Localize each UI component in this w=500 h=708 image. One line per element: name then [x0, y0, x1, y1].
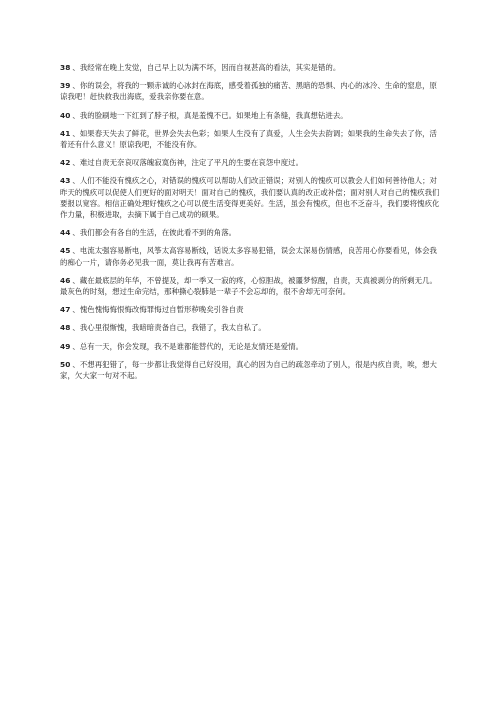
list-item — [60, 359, 440, 381]
list-item — [60, 175, 440, 220]
item-separator: 、 — [72, 128, 80, 138]
item-number: 46 — [60, 275, 71, 285]
list-item — [60, 128, 440, 150]
item-number: 43 — [60, 176, 71, 186]
item-text: 我经常在晚上发觉，自己早上以为满不坏，因而自视甚高的看法，其实是错的。 — [79, 63, 341, 72]
list-item — [60, 341, 440, 352]
item-separator: 、 — [72, 228, 80, 238]
item-text: 你的误会，将我的一颗赤诚的心冰封在海底，感受着孤独的痛苦、黑暗的恐惧、内心的冰冷、生命的窒息，原谅我吧！赶快救我出海底，爱我亲你要在意。 — [60, 81, 437, 102]
list-item — [60, 80, 440, 102]
item-text: 难过自责无奈哀叹落魄寂寞伤神，注定了平凡的生要在哀怨中度过。 — [79, 158, 304, 168]
item-separator: 、 — [72, 63, 80, 72]
item-text: 愧色愧悔悔恨悔改悔罪悔过自暂形秽晚矣引咎自责 — [79, 305, 244, 315]
item-separator: 、 — [72, 110, 80, 120]
item-text: 总有一天，你会发现，我不是谁都能替代的，无论是友情还是爱情。 — [79, 341, 304, 351]
item-number: 39 — [60, 81, 71, 91]
list-item — [60, 227, 440, 238]
item-text: 我心里很惭愧，我暗暗责备自己，我错了，我太自私了。 — [79, 323, 266, 333]
item-number: 45 — [60, 246, 71, 256]
item-separator: 、 — [72, 176, 80, 186]
list-item — [60, 110, 440, 121]
item-text: 不想再犯错了，每一步都让我觉得自己好没用，真心的因为自己的疏忽牵动了别人，很是内疚自责，唉，想大家，欠大家一句对不起。 — [60, 359, 437, 381]
item-separator: 、 — [72, 359, 80, 369]
list-item — [60, 304, 440, 315]
item-number: 38 — [60, 63, 71, 72]
item-number: 49 — [60, 341, 71, 351]
item-separator: 、 — [72, 246, 80, 256]
item-separator: 、 — [72, 158, 80, 168]
list-item — [60, 62, 440, 73]
item-number: 40 — [60, 110, 71, 120]
item-text: 电流太强容易断电，风筝太高容易断线，话说太多容易犯错，误会太深易伤情感，良苦用心你要看见，体会我的痴心一片，请你务必见我一面，莫让我再有苦难言。 — [60, 246, 437, 267]
item-number: 50 — [60, 359, 71, 369]
item-text: 我的脸刷地一下红到了脖子根，真是羞愧不已。如果地上有条缝，我真想钻进去。 — [79, 110, 348, 120]
item-separator: 、 — [72, 323, 80, 333]
item-number: 41 — [60, 128, 71, 138]
item-separator: 、 — [72, 275, 80, 285]
item-text: 我们都会有各自的生活，在彼此看不到的角落。 — [79, 228, 237, 238]
item-text: 如果春天失去了鲜花，世界会失去色彩；如果人生没有了真爱，人生会失去韵调；如果我的生命失去了你，活着还有什么意义！原谅我吧，不能没有你。 — [60, 128, 437, 150]
item-number: 47 — [60, 305, 71, 315]
list-item — [60, 245, 440, 267]
item-text: 藏在最底层的年华，不曾提及，却一季又一寂的疼，心惊胆战，被噩梦惊醒，自责，天真被剥分的所剩无几。最灰色的时刻，想过生命完结，那种撕心裂肺是一辈子不会忘却的，很不舍却无可奈何。 — [60, 275, 437, 297]
item-separator: 、 — [72, 341, 80, 351]
list-item — [60, 157, 440, 168]
list-item — [60, 275, 440, 297]
item-number: 44 — [60, 228, 71, 238]
item-separator: 、 — [72, 81, 80, 91]
sentence-list — [60, 62, 440, 381]
item-text: 人们不能没有愧疚之心，对错误的愧疚可以帮助人们改正错误；对别人的愧疚可以教会人们如何善待他人；对昨天的愧疚可以促使人们更好的面对明天！面对自己的愧疚，我们要认真的改正或补偿；面对别人对自己的愧疚我们要报以宽容。相信正确处理好愧疚之心可以使生活变得更美好。生活，虽会有愧疚，但也不乏奋斗，我们要将愧疚化作力量，积极进取，去摘下属于自己成功的硕果。 — [60, 176, 440, 220]
item-separator: 、 — [72, 305, 80, 315]
list-item — [60, 322, 440, 333]
item-number: 42 — [60, 158, 71, 168]
item-number: 48 — [60, 323, 71, 333]
